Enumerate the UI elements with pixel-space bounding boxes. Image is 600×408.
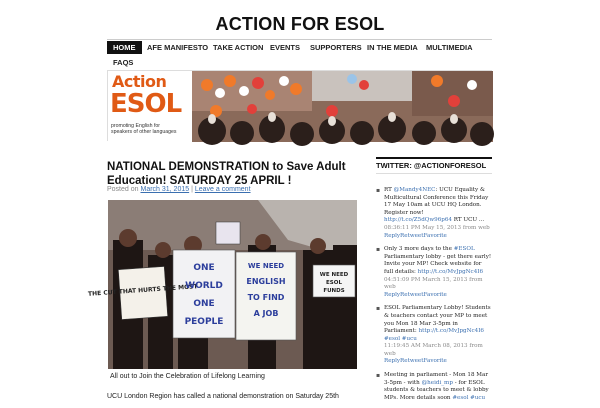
svg-text:TO FIND: TO FIND — [247, 293, 285, 302]
nav-supporters[interactable]: SUPPORTERS — [310, 43, 362, 52]
post-body-text: UCU London Region has called a national demonstration on Saturday 25th — [107, 393, 339, 400]
nav-faqs[interactable]: FAQS — [113, 58, 134, 67]
post-date-link[interactable]: March 31, 2015 — [140, 186, 190, 193]
tweet-mention-link[interactable]: @Mandy4NEC — [393, 187, 436, 193]
tweet-url-link[interactable]: http://t.co/MvJpgNc4I6 — [417, 268, 484, 275]
tweet-item: ▪ Only 3 more days to the #ESOL Parliamentary lobby - get there early! Invite your MP! Check website for full details: http://t.co/MvJpgNc4I6 04:51:09 PM March 15, 2013 from web ReplyRetweetFavorite — [376, 246, 492, 299]
post-meta — [107, 186, 251, 193]
twitter-feed — [376, 187, 492, 408]
sidebar-top-rule — [376, 157, 492, 159]
tweet-mention-link[interactable]: @heidi_mp — [421, 379, 453, 386]
tweet-hashtag-link[interactable]: #esol #ucu — [452, 394, 486, 401]
nav-events[interactable]: EVENTS — [270, 43, 301, 52]
twitter-widget-title: TWITTER: @ACTIONFORESOL — [376, 161, 487, 170]
tweet-hashtag-link[interactable]: #ESOL — [453, 246, 475, 253]
tweet-url-link[interactable]: http://t.co/MvJpgNc4I6 — [418, 328, 484, 335]
svg-text:PEOPLE: PEOPLE — [184, 317, 224, 327]
header-banner[interactable] — [107, 70, 492, 141]
tweet-item: ▪ RT @Mandy4NEC: UCU Equality & Multicultural Conference this Friday 17 May 10am at UCU HQ London. Register now! http://t.co/Z5dQw96p64 RT UCU ... 08:36:11 PM May 15, 2013 from web ReplyRetweetFavorite — [376, 187, 492, 240]
svg-text:WE NEED — [320, 272, 349, 278]
tweet-timestamp: 04:51:09 PM March 15, 2013 — [384, 276, 468, 283]
sign-english-job-text: WE NEED — [247, 262, 285, 270]
nav-take-action[interactable]: TAKE ACTION — [213, 43, 264, 52]
nav-afe-manifesto[interactable]: AFE MANIFESTO — [147, 43, 209, 52]
logo-tagline: promoting English for speakers of other languages — [111, 123, 177, 135]
sign-cut-text: THE CUT THAT HURTS THE MOST — [87, 283, 198, 298]
tweet-url-link[interactable]: http://t.co/Z5dQw96p64 — [384, 217, 452, 224]
tweet-item: ▪ ESOL Parliamentary Lobby! Students & teachers contact your MP to meet you Mon 18 Mar 3-5pm in Parliament: http://t.co/MvJpgNc4I6 #esol #ucu 11:19:45 AM March 08, 2013 from web ReplyRetweetFavorite — [376, 305, 492, 366]
svg-text:WORLD: WORLD — [185, 281, 223, 291]
svg-text:ENGLISH: ENGLISH — [246, 277, 286, 286]
logo-action-text: Action — [112, 72, 167, 91]
demonstration-photo — [87, 200, 357, 369]
nav-multimedia[interactable]: MULTIMEDIA — [426, 43, 473, 52]
main-navigation — [107, 40, 492, 70]
tweet-actions-link[interactable]: ReplyRetweetFavorite — [384, 358, 447, 365]
leave-comment-link[interactable]: Leave a comment — [194, 186, 251, 193]
posted-on-label: Posted on — [107, 186, 139, 193]
tweet-timestamp: 08:36:11 PM May 15, 2013 — [384, 224, 462, 231]
svg-text:FUNDS: FUNDS — [323, 288, 345, 294]
sign-esol-funds-text: WE NEED — [319, 272, 349, 278]
meta-separator: | — [191, 186, 193, 193]
tweet-actions-link[interactable]: ReplyRetweetFavorite — [384, 291, 447, 298]
svg-text:ONE: ONE — [193, 299, 215, 309]
site-title[interactable]: ACTION FOR ESOL — [215, 14, 385, 34]
crowd-balloons-image — [192, 71, 493, 142]
svg-text:ESOL: ESOL — [326, 280, 342, 286]
sign-one-world-text: ONE — [193, 263, 215, 273]
tweet-item: ▪ Meeting in parliament - Mon 18 Mar 3-5pm - with @heidi_mp - for ESOL students & teachers to meet & lobby MPs. More details soon #esol #ucu — [376, 372, 492, 402]
nav-in-the-media[interactable]: IN THE MEDIA — [367, 43, 418, 52]
tweet-actions-link[interactable]: ReplyRetweetFavorite — [384, 232, 447, 239]
tweet-timestamp: 11:19:45 AM March 08, 2013 — [384, 343, 468, 350]
tweet-hashtag-link[interactable]: #esol #ucu — [384, 335, 417, 342]
photo-caption: All out to Join the Celebration of Lifelong Learning — [110, 373, 265, 380]
svg-text:ONE — [193, 263, 214, 273]
svg-text:A JOB: A JOB — [253, 309, 279, 318]
nav-home[interactable]: HOME — [107, 41, 142, 54]
svg-text:WE NEED — [248, 262, 284, 270]
sidebar-title-underline — [376, 173, 492, 174]
logo-esol-text: ESOL — [110, 89, 182, 119]
post-title[interactable]: NATIONAL DEMONSTRATION to Save Adult Education! SATURDAY 25 APRIL ! — [107, 161, 346, 187]
site-logo — [108, 71, 192, 142]
